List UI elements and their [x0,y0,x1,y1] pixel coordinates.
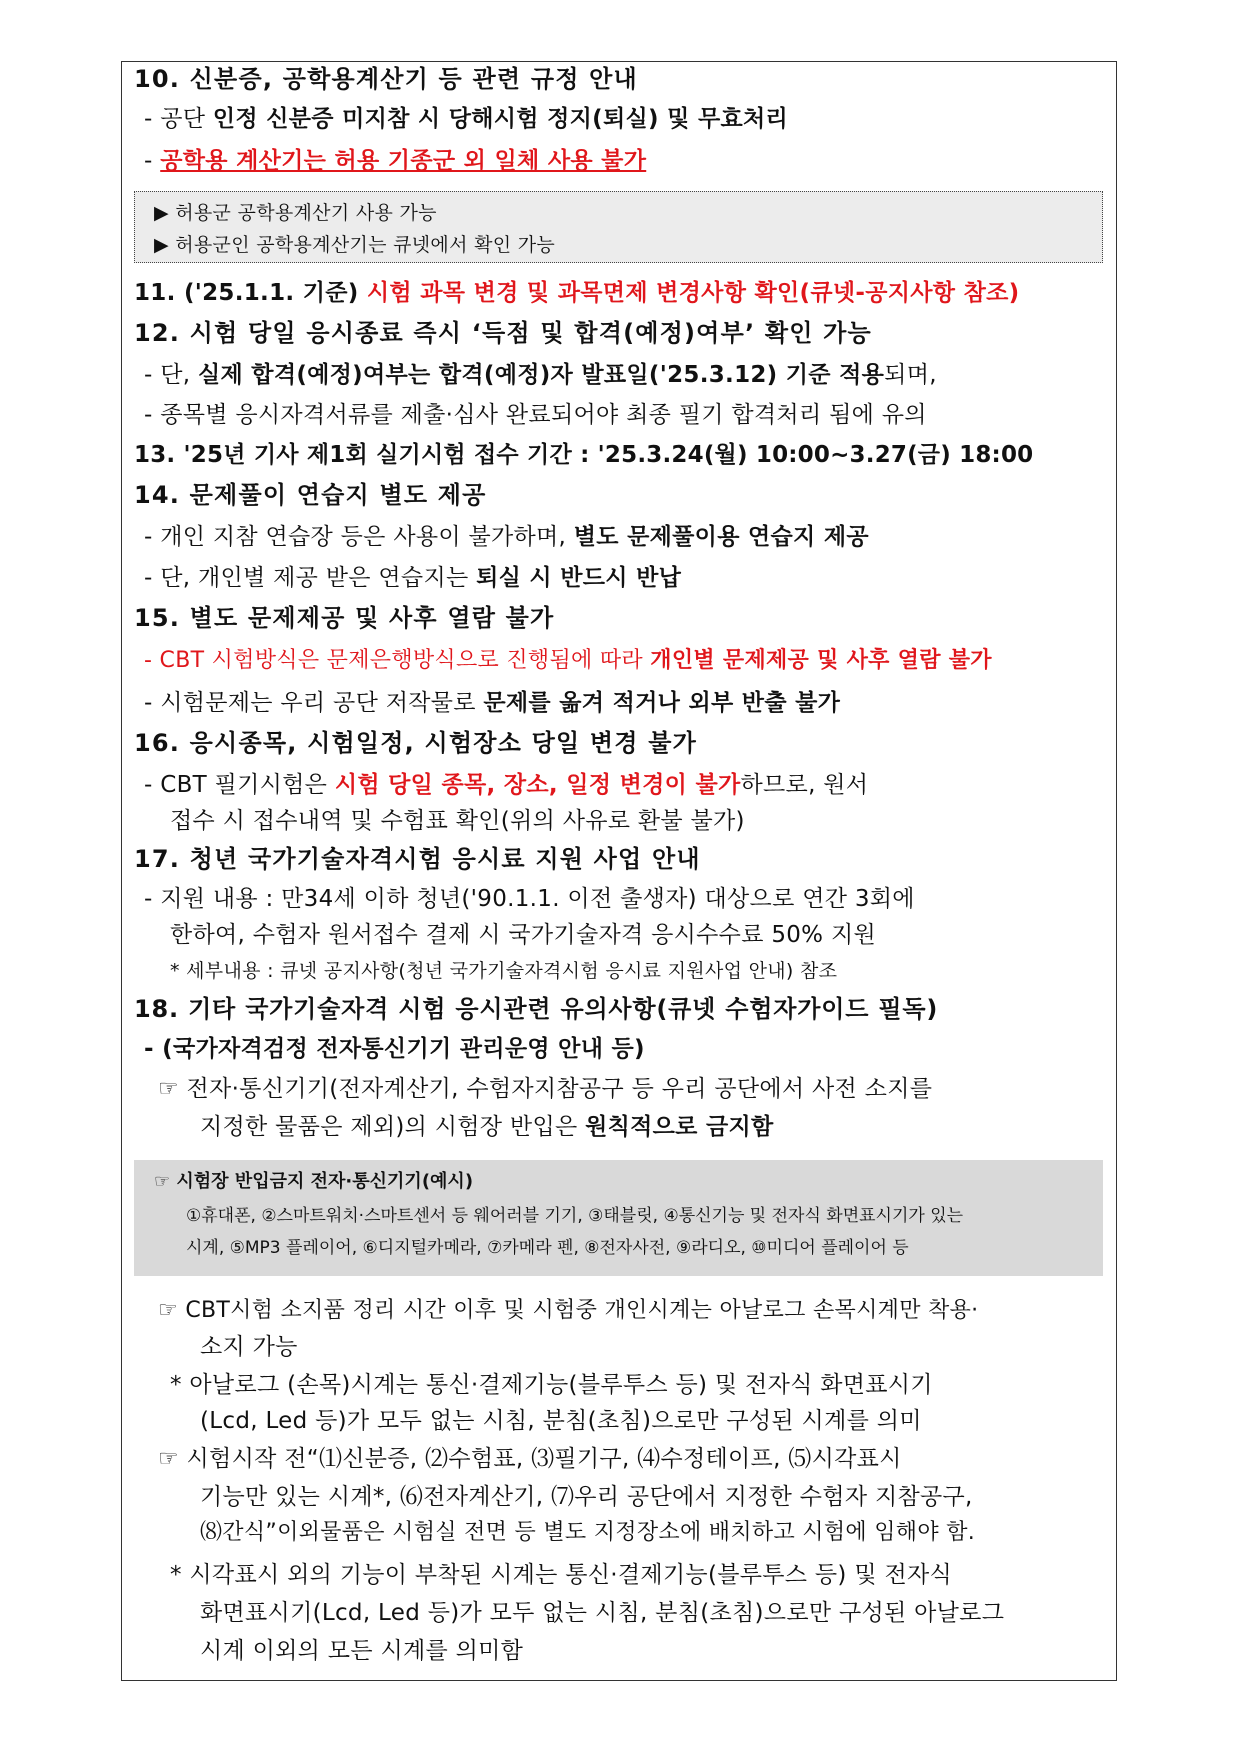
section-18-point-1-line-2: 지정한 물품은 제외)의 시험장 반입은 원칙적으로 금지함 [200,1114,774,1140]
banned-devices-line-1: ①휴대폰, ②스마트워치·스마트센서 등 웨어러블 기기, ③태블릿, ④통신기능 및 전자식 화면표시기가 있는 [186,1206,964,1226]
section-14-line-2: - 단, 개인별 제공 받은 연습지는 퇴실 시 반드시 반납 [144,565,682,591]
section-18-point-3-line-3: ⑻간식”이외물품은 시험실 전면 등 별도 지정장소에 배치하고 시험에 임해야 함. [200,1520,976,1545]
section-14-title: 14. 문제풀이 연습지 별도 제공 [134,481,487,509]
section-10-line-1: - 공단 인정 신분증 미지참 시 당해시험 정지(퇴실) 및 무효처리 [144,106,789,132]
section-17-line-1: - 지원 내용 : 만34세 이하 청년('90.1.1. 이전 출생자) 대상으로 연간 3회에 [144,886,915,912]
section-18-point-3-line-2: 기능만 있는 시계*, ⑹전자계산기, ⑺우리 공단에서 지정한 수험자 지참공구, [200,1484,973,1510]
section-18-subtitle: - (국가자격검정 전자통신기기 관리운영 안내 등) [144,1036,645,1062]
section-12-line-2: - 종목별 응시자격서류를 제출·심사 완료되어야 최종 필기 합격처리 됨에 유의 [144,402,927,428]
section-14-line-1: - 개인 지참 연습장 등은 사용이 불가하며, 별도 문제풀이용 연습지 제공 [144,524,869,550]
section-12-title: 12. 시험 당일 응시종료 즉시 ‘득점 및 합격(예정)여부’ 확인 가능 [134,319,872,347]
section-18-point-2-line-2: 소지 가능 [200,1334,298,1360]
banned-devices-line-2: 시계, ⑤MP3 플레이어, ⑥디지털카메라, ⑦카메라 펜, ⑧전자사전, ⑨라디오, ⑩미디어 플레이어 등 [186,1238,909,1258]
section-17-title: 17. 청년 국가기술자격시험 응시료 지원 사업 안내 [134,845,701,873]
section-10-title: 10. 신분증, 공학용계산기 등 관련 규정 안내 [134,65,638,93]
section-18-title: 18. 기타 국가기술자격 시험 응시관련 유의사항(큐넷 수험자가이드 필독) [134,995,939,1023]
banned-devices-title: ☞ 시험장 반입금지 전자·통신기기(예시) [154,1171,474,1192]
section-17-line-2: 한하여, 수험자 원서접수 결제 시 국가기술자격 응시수수료 50% 지원 [170,922,876,948]
section-12-line-1: - 단, 실제 합격(예정)여부는 합격(예정)자 발표일('25.3.12) 기준 적용되며, [144,362,937,388]
calculator-box-line-1: ▶ 허용군 공학용계산기 사용 가능 [154,202,437,224]
section-18-note-2-line-3: 시계 이외의 모든 시계를 의미함 [200,1638,524,1664]
section-18-note-2-line-1: * 시각표시 외의 기능이 부착된 시계는 통신·결제기능(블루투스 등) 및 전자식 [170,1562,952,1588]
section-17-note: * 세부내용 : 큐넷 공지사항(청년 국가기술자격시험 응시료 지원사업 안내) 참조 [170,960,838,982]
section-18-note-1-line-1: * 아날로그 (손목)시계는 통신·결제기능(블루투스 등) 및 전자식 화면표시기 [170,1372,933,1398]
section-16-title: 16. 응시종목, 시험일정, 시험장소 당일 변경 불가 [134,729,697,757]
section-13-title: 13. '25년 기사 제1회 실기시험 접수 기간 : '25.3.24(월) 10:00~3.27(금) 18:00 [134,442,1034,468]
section-18-note-1-line-2: (Lcd, Led 등)가 모두 없는 시침, 분침(초침)으로만 구성된 시계를 의미 [200,1408,922,1434]
calculator-box-line-2: ▶ 허용군인 공학용계산기는 큐넷에서 확인 가능 [154,234,556,256]
section-16-line-1: - CBT 필기시험은 시험 당일 종목, 장소, 일정 변경이 불가하므로, 원서 [144,772,869,798]
section-18-point-3-line-1: ☞ 시험시작 전“⑴신분증, ⑵수험표, ⑶필기구, ⑷수정테이프, ⑸시각표시 [158,1446,902,1472]
section-15-line-1: - CBT 시험방식은 문제은행방식으로 진행됨에 따라 개인별 문제제공 및 사후 열람 불가 [144,648,992,673]
section-10-line-2: - 공학용 계산기는 허용 기종군 외 일체 사용 불가 [144,148,647,174]
section-16-line-2: 접수 시 접수내역 및 수험표 확인(위의 사유로 환불 불가) [170,808,745,834]
section-15-line-2: - 시험문제는 우리 공단 저작물로 문제를 옮겨 적거나 외부 반출 불가 [144,690,841,716]
section-11-title: 11. ('25.1.1. 기준) 시험 과목 변경 및 과목면제 변경사항 확인(큐넷-공지사항 참조) [134,280,1020,306]
section-15-title: 15. 별도 문제제공 및 사후 열람 불가 [134,604,555,632]
section-18-point-1-line-1: ☞ 전자·통신기기(전자계산기, 수험자지참공구 등 우리 공단에서 사전 소지를 [158,1076,933,1102]
section-18-point-2-line-1: ☞ CBT시험 소지품 정리 시간 이후 및 시험중 개인시계는 아날로그 손목시계만 착용· [158,1298,979,1323]
section-18-note-2-line-2: 화면표시기(Lcd, Led 등)가 모두 없는 시침, 분침(초침)으로만 구성된 아날로그 [200,1600,1005,1626]
